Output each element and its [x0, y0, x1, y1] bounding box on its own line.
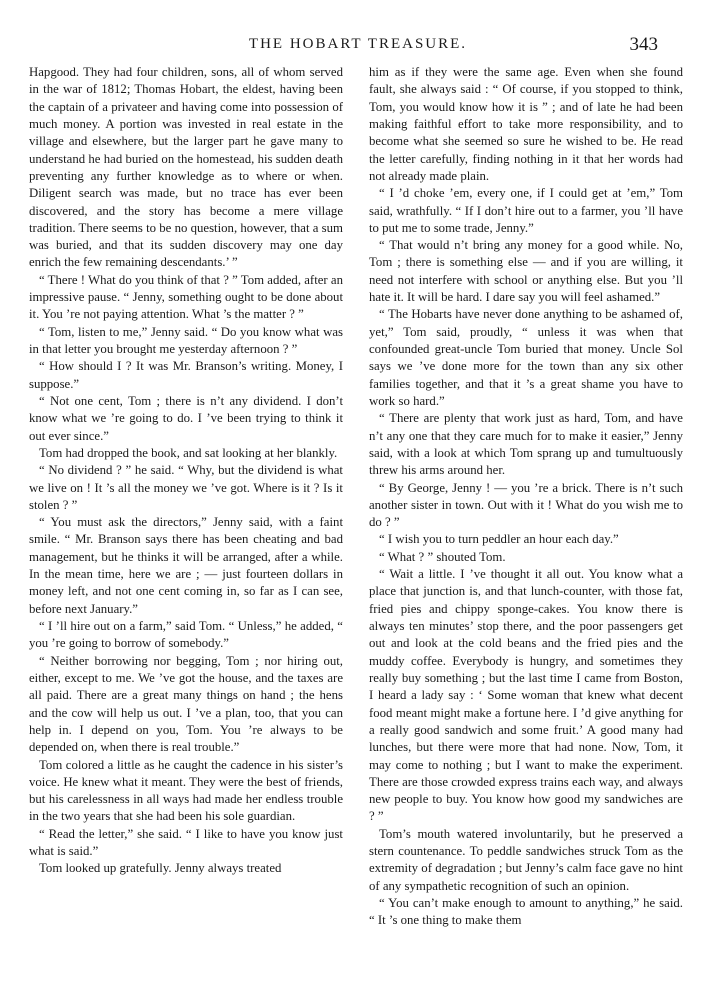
- paragraph: “ How should I ? It was Mr. Branson’s writing. Money, I suppose.”: [29, 359, 343, 391]
- paragraph: him as if they were the same age. Even when she found fault, she always said : “ Of course, if you stopped to think, Tom, you would know how it is ” ; and of late he had been making faithful effort to take more responsibility, and to become what she seemed so sure he wished to be. He read the letter carefully, finding nothing in it that her words had not already made plain.: [369, 65, 683, 183]
- paragraph: “ No dividend ? ” he said. “ Why, but the dividend is what we live on ! It ’s all the money we ’ve got. Where is it ? Is it stolen ? ”: [29, 463, 343, 512]
- paragraph: “ Read the letter,” she said. “ I like to have you know just what is said.”: [29, 826, 343, 859]
- paragraph: “ What ? ” shouted Tom.: [379, 549, 506, 564]
- page-header: [58, 34, 658, 58]
- paragraph: “ Neither borrowing nor begging, Tom ; nor hiring out, either, except to me. We ’ve got the house, and the taxes are all paid. There are a great many things on hand ; the hens and the cow will help us out. I ’ve a plan, too, that you can help in. I depend on you, Tom. You ’re always to be depended on, when there is real trouble.”: [29, 653, 343, 755]
- paragraph: “ Tom, listen to me,” Jenny said. “ Do you know what was in that letter you brought me yesterday afternoon ? ”: [29, 324, 343, 356]
- paragraph: Tom looked up gratefully. Jenny always treated: [39, 861, 282, 876]
- page-number: 343: [629, 34, 658, 55]
- text-columns: [29, 64, 683, 930]
- paragraph: Tom’s mouth watered involuntarily, but he preserved a stern countenance. To peddle sandwiches struck Tom as the extremity of degradation ; but Jenny’s calm face gave no hint of any sympathetic recognition of such an opinion.: [369, 826, 683, 893]
- paragraph: “ You must ask the directors,” Jenny said, with a faint smile. “ Mr. Branson says there has been cheating and bad management, but he thinks it will be arranged, after a while. In the mean time, here we are ; — just fourteen dollars in money left, and not one cent coming in, so far as I can see, before next January.”: [29, 515, 343, 616]
- paragraph: “ Wait a little. I ’ve thought it all out. You know what a place that junction is, and that lunch-counter, with those fat, fried pies and chippy sponge-cakes. You know there is always ten minutes’ stop there, and the poor passengers get out and look at the cold beans and the fried pies and the muddy coffee. Everybody is hungry, and sometimes they really buy something ; but the last time I came from Boston, I heard a lady say : ‘ Some woman that knew what decent food meant might make a fortune here. I ’d give anything for a really good sandwich and some fruit.’ A good many had lunches, but there were more that had none. Now, Tom, it may come to nothing ; but I want to make the experiment. There are those crowded express trains each way, and always new people to buy. You know how good my sandwiches are ? ”: [369, 567, 683, 824]
- running-title: THE HOBART TREASURE.: [248, 36, 468, 52]
- paragraph: “ I ’ll hire out on a farm,” said Tom. “ Unless,” he added, “ you ’re going to borrow of somebody.”: [29, 619, 343, 651]
- paragraph: Tom colored a little as he caught the cadence in his sister’s voice. He knew what it meant. They were the best of friends, but his carelessness in all ways had made her endless trouble in the two years that she had been his sole guardian.: [29, 757, 343, 824]
- paragraph: “ Not one cent, Tom ; there is n’t any dividend. I don’t know what we ’re going to do. I ’ve been trying to think it out ever since.”: [29, 393, 343, 443]
- paragraph: “ You can’t make enough to amount to anything,” he said. “ It ’s one thing to make them: [369, 896, 683, 928]
- paragraph: “ There ! What do you think of that ? ” Tom added, after an impressive pause. “ Jenny, something ought to be done about it. You ’re not paying attention. What ’s the matter ? ”: [29, 272, 343, 322]
- paragraph: “ By George, Jenny ! — you ’re a brick. There is n’t such another sister in town. Out with it ! What do you wish me to do ? ”: [369, 480, 683, 530]
- paragraph: “ The Hobarts have never done anything to be ashamed of, yet,” Tom said, proudly, “ unless it was when that confounded great-uncle Tom buried that money. Uncle Sol says we ’ve done more for the town than any six other families together, and that it ’s a great shame you have to work so hard.”: [369, 307, 683, 408]
- paragraph: Tom had dropped the book, and sat looking at her blankly.: [39, 445, 338, 460]
- right-column: [369, 64, 683, 930]
- left-column: [29, 64, 343, 930]
- paragraph: “ I wish you to turn peddler an hour each day.”: [379, 532, 619, 547]
- paragraph: “ That would n’t bring any money for a good while. No, Tom ; there is something else — and if you are willing, it need not interfere with school or anything else. But you ’ll hate it. It will be hard. I dare say you will feel ashamed.”: [369, 238, 683, 305]
- paragraph: “ I ’d choke ’em, every one, if I could get at ’em,” Tom said, wrathfully. “ If I don’t hire out to a farmer, you ’ll have to put me to some trade, Jenny.”: [369, 186, 683, 235]
- paragraph: Hapgood. They had four children, sons, all of whom served in the war of 1812; Thomas Hobart, the eldest, having been the captain of a privateer and having come into possession of much money. A portion was invested in real estate in the village and elsewhere, but the larger part he gave many to understand he had buried on the homestead, his sudden death preventing any further knowledge as to where or when. Diligent search was made, but no trace has ever been discovered, and the story has become a mere village tradition. There seems to be no question, however, that a sum was buried, and that its sudden discovery may one day enrich the few remaining descendants.’ ”: [29, 65, 343, 270]
- paragraph: “ There are plenty that work just as hard, Tom, and have n’t any one that they care much for to make it easier,” Jenny said, with a look at which Tom sprang up and tumultuously threw his arms around her.: [369, 411, 683, 478]
